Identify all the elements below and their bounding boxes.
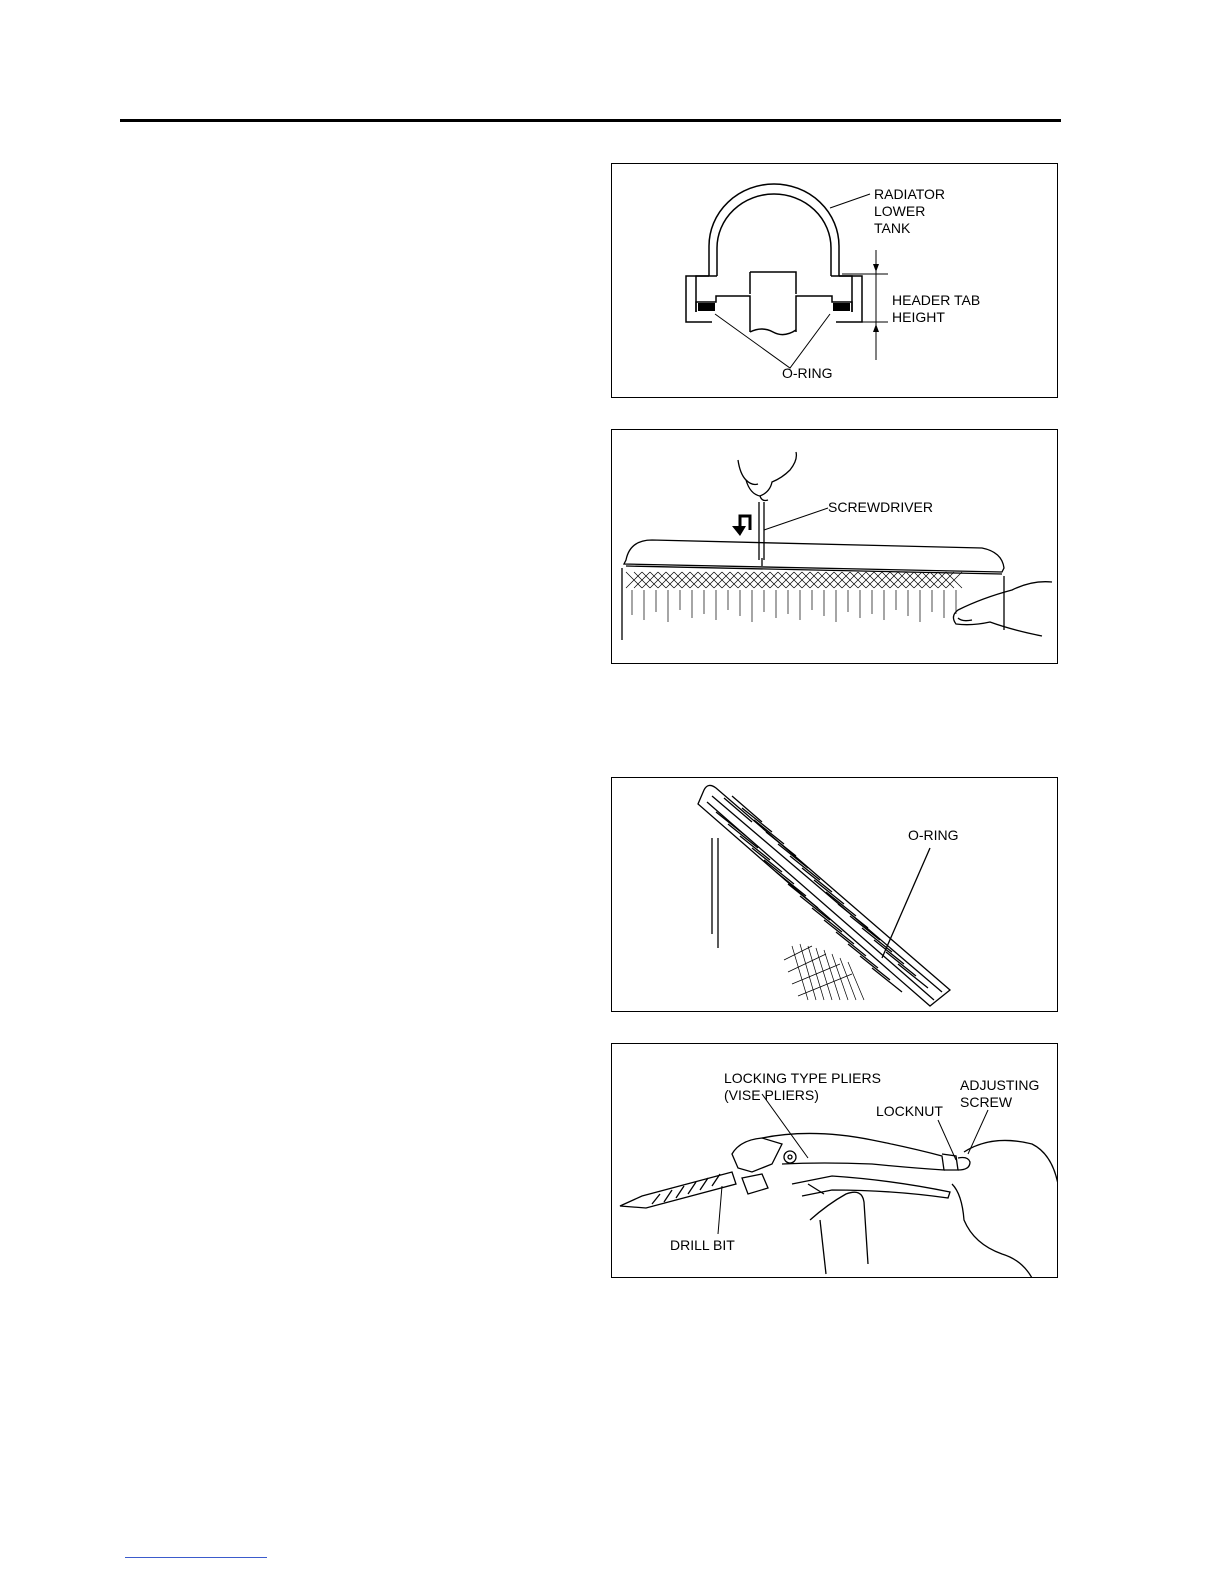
tank-cross-section-diagram	[612, 164, 1058, 398]
o-ring-right	[833, 303, 850, 311]
label-header-tab-height: HEADER TAB HEIGHT	[892, 292, 981, 325]
label-o-ring-groove: O-RING	[908, 827, 959, 843]
label-adjusting-screw: ADJUSTING SCREW	[960, 1077, 1040, 1110]
label-locknut: LOCKNUT	[876, 1103, 943, 1119]
footer-link-underline[interactable]	[125, 1557, 267, 1558]
label-o-ring: O-RING	[782, 365, 833, 381]
figure-o-ring-groove	[611, 777, 1058, 1012]
o-ring-groove-diagram	[612, 778, 1058, 1012]
label-locking-pliers: LOCKING TYPE PLIERS (VISE PLIERS)	[724, 1070, 881, 1103]
figure-radiator-lower-tank	[611, 163, 1058, 398]
header-rule	[120, 119, 1061, 122]
label-drill-bit: DRILL BIT	[670, 1237, 735, 1253]
figure-vise-pliers	[611, 1043, 1058, 1278]
screwdriver-illustration	[612, 430, 1058, 664]
label-radiator-lower-tank: RADIATOR LOWER TANK	[874, 186, 946, 236]
figure-screwdriver-pry	[611, 429, 1058, 664]
label-screwdriver: SCREWDRIVER	[828, 499, 934, 515]
o-ring-left	[698, 303, 715, 311]
